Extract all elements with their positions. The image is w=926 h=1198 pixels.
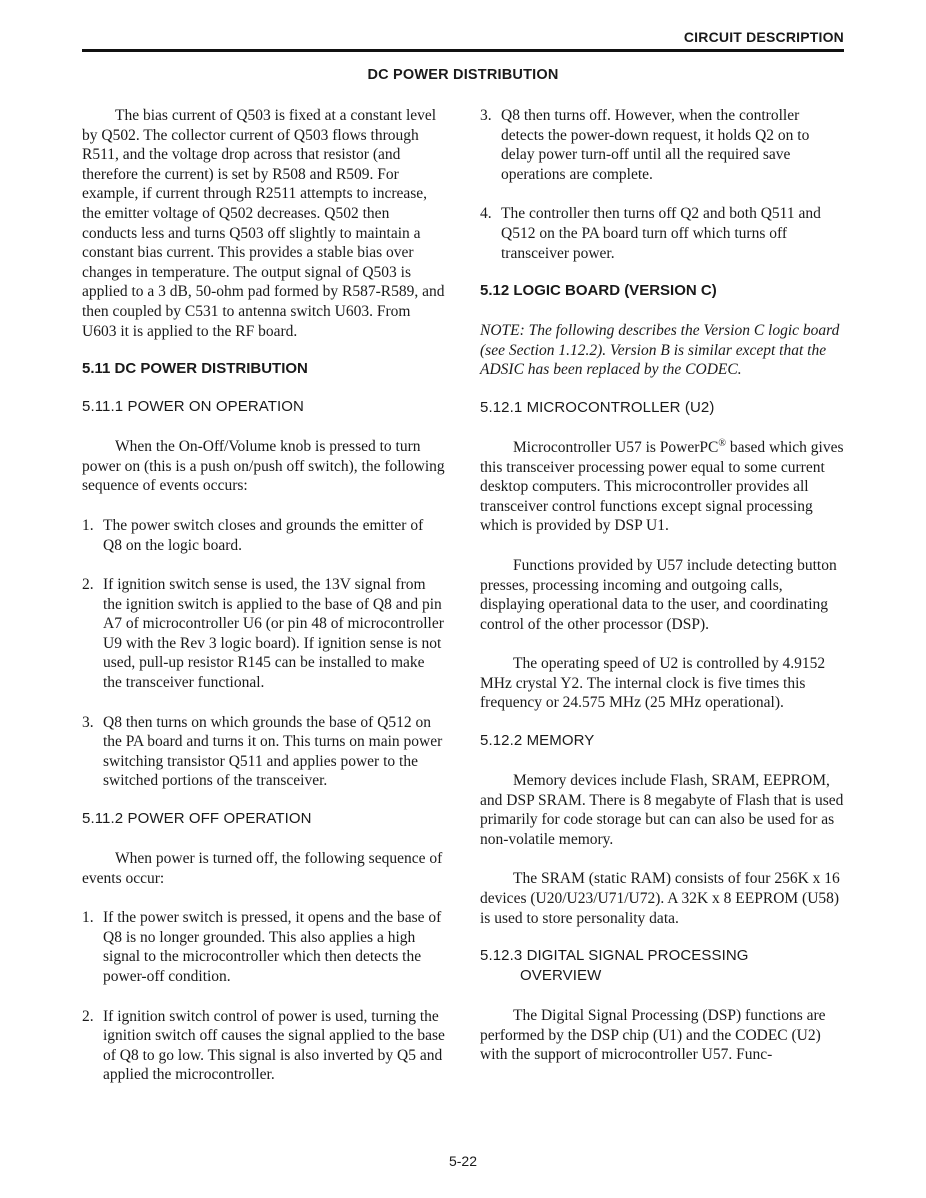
list-number: 3. (82, 713, 94, 731)
left-column (82, 106, 446, 1085)
intro-paragraph: The bias current of Q503 is fixed at a constant level by Q502. The collector current of Q503 flows through R511, and the voltage drop across that resistor (and therefore the current) is set by R508 and R509. For example, if current through R2511 attempts to increase, the emitter voltage of Q502 decreases. Q502 then conducts less and turns Q503 off slightly to maintain a constant bias current. This provides a stable bias over changes in temperature. The output signal of Q503 is applied to a 3 dB, 50-ohm pad formed by R587-R589, and then coupled by C531 to antenna switch U603. From U603 it is applied to the RF board. (82, 107, 445, 340)
list-item (82, 575, 446, 693)
subsection-5-11-1-heading: 5.11.1 POWER ON OPERATION (82, 398, 304, 416)
right-column (480, 106, 844, 1065)
header-rule (82, 49, 844, 52)
list-text: If ignition switch sense is used, the 13V signal from the ignition switch is applied to the base of Q8 and pin A7 of microcontroller U6 (or pin 48 of microcontroller U9 with the Rev 3 logic board). If ignition sense is not used, pull-up resistor R145 can be installed to make the transceiver functional. (103, 576, 444, 692)
list-item (480, 106, 844, 184)
version-note: NOTE: The following describes the Version C logic board (see Section 1.12.2). Version B is similar except that the ADSIC has been replaced by the CODEC. (480, 322, 840, 379)
list-text: If ignition switch control of power is used, turning the ignition switch off causes the signal applied to the base of Q8 to go low. This signal is also inverted by Q5 and applied the microcontroller. (103, 1007, 445, 1084)
list-number: 2. (82, 1007, 94, 1025)
power-off-steps-continued (480, 106, 844, 263)
microcontroller-paragraph-3: The operating speed of U2 is controlled by 4.9152 MHz crystal Y2. The internal clock is five times this frequency or 24.575 MHz (25 MHz operational). (480, 655, 826, 712)
list-item (82, 1007, 446, 1085)
microcontroller-paragraph-2: Functions provided by U57 include detecting button presses, processing incoming and outgoing calls, displaying operational data to the user, and coordinating control of the other processor (DSP). (480, 556, 837, 633)
micro-text-b: based which gives this transceiver processing power equal to some current desktop computers. This microcontroller provides all transceiver control functions except signal processing which is provided by DSP U1. (480, 438, 844, 535)
heading-line-1: 5.12.3 DIGITAL SIGNAL PROCESSING (480, 947, 749, 965)
subsection-5-12-2-heading: 5.12.2 MEMORY (480, 732, 595, 750)
running-header: CIRCUIT DESCRIPTION (683, 29, 844, 45)
list-item (480, 204, 844, 263)
list-text: The controller then turns off Q2 and both Q511 and Q512 on the PA board turn off which turns off transceiver power. (501, 205, 821, 262)
subsection-5-11-2-heading: 5.11.2 POWER OFF OPERATION (82, 810, 312, 828)
heading-line-2: OVERVIEW (520, 967, 602, 985)
memory-paragraph-1: Memory devices include Flash, SRAM, EEPROM, and DSP SRAM. There is 8 megabyte of Flash that is used primarily for code storage but can can also be used for as non-volatile memory. (480, 772, 844, 848)
section-5-12-heading: 5.12 LOGIC BOARD (VERSION C) (480, 282, 717, 300)
section-banner: DC POWER DISTRIBUTION (367, 67, 559, 83)
list-number: 4. (480, 205, 492, 223)
list-text: The power switch closes and grounds the emitter of Q8 on the logic board. (103, 516, 424, 554)
dsp-paragraph-1: The Digital Signal Processing (DSP) functions are performed by the DSP chip (U1) and the CODEC (U2) with the support of microcontroller U57. Func- (480, 1007, 826, 1064)
list-item (82, 516, 446, 555)
registered-mark: ® (718, 437, 726, 449)
list-text: If the power switch is pressed, it opens and the base of Q8 is no longer grounded. This also applies a high signal to the microcontroller which then detects the power-off condition. (103, 909, 442, 985)
power-off-intro: When power is turned off, the following sequence of events occur: (82, 850, 443, 887)
memory-paragraph-2: The SRAM (static RAM) consists of four 256K x 16 devices (U20/U23/U71/U72). A 32K x 8 EEPROM (U58) is used to store personality data. (480, 870, 840, 927)
list-number: 2. (82, 576, 94, 594)
section-5-11-heading: 5.11 DC POWER DISTRIBUTION (82, 360, 308, 378)
list-number: 3. (480, 107, 492, 124)
subsection-5-12-3-heading (480, 946, 844, 986)
list-item (82, 908, 446, 986)
list-number: 1. (82, 909, 94, 927)
list-text: Q8 then turns on which grounds the base of Q512 on the PA board and turns it on. This turns on main power switching transistor Q511 and applies power to the switched portions of the transceiver. (103, 713, 443, 790)
list-text: Q8 then turns off. However, when the controller detects the power-down request, it holds Q2 on to delay power turn-off until all the required save operations are complete. (501, 107, 810, 183)
micro-text-a: Microcontroller U57 is PowerPC (513, 438, 719, 456)
power-on-intro: When the On-Off/Volume knob is pressed to turn power on (this is a push on/push off switch), the following sequence of events occurs: (82, 438, 445, 495)
microcontroller-paragraph-1 (480, 438, 844, 536)
subsection-5-12-1-heading: 5.12.1 MICROCONTROLLER (U2) (480, 398, 715, 416)
list-item (82, 713, 446, 791)
power-on-steps (82, 516, 446, 791)
power-off-steps (82, 908, 446, 1085)
list-number: 1. (82, 516, 94, 534)
page-number: 5-22 (448, 1153, 478, 1169)
